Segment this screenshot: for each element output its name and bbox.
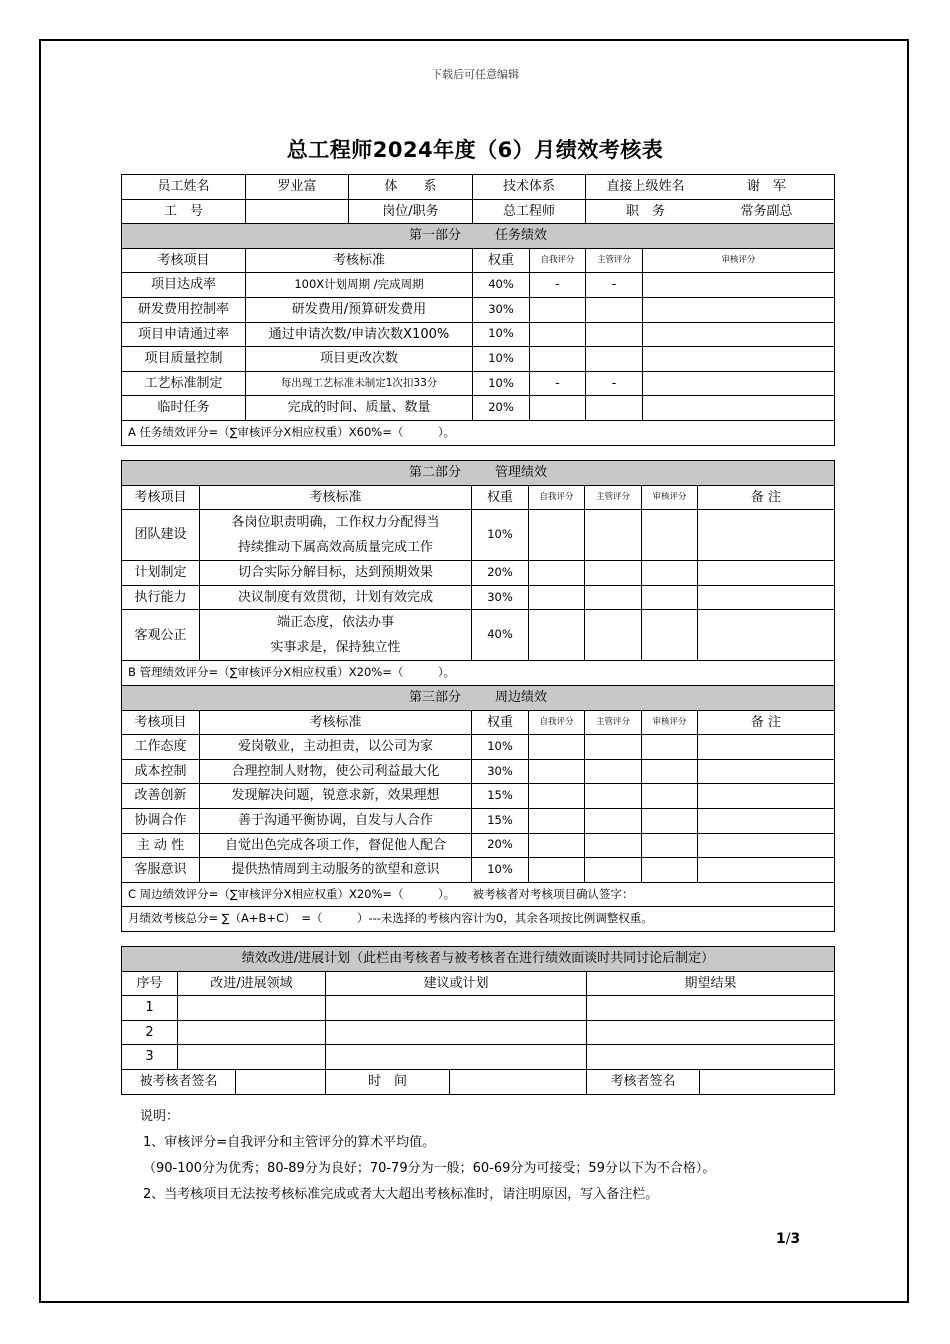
table-cell bbox=[178, 1020, 326, 1045]
table-cell bbox=[642, 510, 698, 561]
table-row bbox=[122, 1045, 835, 1070]
table-cell: 30% bbox=[472, 759, 529, 784]
table-cell bbox=[585, 561, 642, 586]
table-cell: 10% bbox=[472, 510, 529, 561]
table-cell bbox=[326, 996, 587, 1021]
table-cell bbox=[587, 1045, 835, 1070]
table-cell: 客服意识 bbox=[122, 858, 200, 883]
table-cell: 工作态度 bbox=[122, 735, 200, 760]
table-cell: 项目申请通过率 bbox=[122, 322, 246, 347]
table-row bbox=[122, 347, 835, 372]
table-cell: 自觉出色完成各项工作，督促他人配合 bbox=[200, 833, 472, 858]
table-cell: 体 系 bbox=[349, 175, 473, 200]
part1-formula-row bbox=[122, 420, 835, 445]
table-cell: 序号 bbox=[122, 971, 178, 996]
table-cell bbox=[698, 759, 835, 784]
table-cell: - bbox=[586, 273, 643, 298]
table-row bbox=[122, 735, 835, 760]
table-cell bbox=[529, 858, 585, 883]
table-cell: 审核评分 bbox=[643, 248, 835, 273]
table-cell bbox=[326, 1045, 587, 1070]
table-cell: 职 务 常务副总 bbox=[586, 199, 835, 224]
part1-section-header bbox=[122, 224, 835, 249]
table-cell bbox=[642, 561, 698, 586]
table-cell bbox=[326, 1020, 587, 1045]
table-cell: 自我评分 bbox=[530, 248, 586, 273]
table-cell bbox=[585, 585, 642, 610]
table-row bbox=[122, 371, 835, 396]
table-cell: 善于沟通平衡协调，自发与人合作 bbox=[200, 808, 472, 833]
table-cell bbox=[698, 735, 835, 760]
table-cell bbox=[586, 396, 643, 421]
table-row bbox=[122, 322, 835, 347]
signature-row bbox=[122, 1069, 835, 1094]
header-row-1 bbox=[122, 175, 835, 200]
table-cell: 备 注 bbox=[698, 485, 835, 510]
table-cell: 完成的时间、质量、数量 bbox=[246, 396, 473, 421]
table-row bbox=[122, 297, 835, 322]
table-cell bbox=[529, 610, 585, 661]
table-cell bbox=[643, 396, 835, 421]
table-cell: 工 号 bbox=[122, 199, 246, 224]
table-cell bbox=[643, 322, 835, 347]
header-row-2 bbox=[122, 199, 835, 224]
table-cell bbox=[698, 784, 835, 809]
table-cell bbox=[643, 297, 835, 322]
table-cell: 各岗位职责明确，工作权力分配得当 持续推动下属高效高质量完成工作 bbox=[200, 510, 472, 561]
improve-section-header bbox=[122, 947, 835, 972]
table-cell: 3 bbox=[122, 1045, 178, 1070]
table-row bbox=[122, 396, 835, 421]
table-cell bbox=[246, 199, 349, 224]
task-performance-table bbox=[121, 174, 835, 446]
table-cell bbox=[642, 858, 698, 883]
table-cell: 15% bbox=[472, 808, 529, 833]
table-cell: 10% bbox=[473, 371, 530, 396]
table-cell: 主管评分 bbox=[585, 485, 642, 510]
table-row bbox=[122, 510, 835, 561]
table-cell: 主管评分 bbox=[585, 710, 642, 735]
table-cell: 通过申请次数/申请次数X100% bbox=[246, 322, 473, 347]
table-cell bbox=[530, 396, 586, 421]
table-cell bbox=[529, 561, 585, 586]
table-cell: 自我评分 bbox=[529, 485, 585, 510]
table-cell bbox=[643, 347, 835, 372]
table-cell bbox=[530, 322, 586, 347]
table-cell: 10% bbox=[472, 858, 529, 883]
table-cell: 100X计划周期 /完成周期 bbox=[246, 273, 473, 298]
table-cell bbox=[587, 1020, 835, 1045]
table-cell: 1 bbox=[122, 996, 178, 1021]
examinee-signature-label: 被考核者签名 bbox=[122, 1069, 236, 1094]
table-row bbox=[122, 833, 835, 858]
table-row bbox=[122, 585, 835, 610]
table-cell: 审核评分 bbox=[642, 710, 698, 735]
examiner-signature-label: 考核者签名 bbox=[587, 1069, 700, 1094]
table-cell bbox=[698, 833, 835, 858]
table-cell: 10% bbox=[472, 735, 529, 760]
table-cell: 成本控制 bbox=[122, 759, 200, 784]
table-cell bbox=[529, 585, 585, 610]
table-cell: 考核项目 bbox=[122, 248, 246, 273]
table-cell bbox=[643, 371, 835, 396]
table-cell: 第二部分 管理绩效 bbox=[122, 461, 835, 486]
table-cell bbox=[586, 322, 643, 347]
notes: 说明： 1、审核评分=自我评分和主管评分的算术平均值。 （90-100分为优秀；80-89分为良好；70-79分为一般；60-69分为可接受；59分以下为不合格）。 2、当考核项目无法按考核标准完成或者大大超出考核标准时，请注明原因，写入备注栏。 bbox=[140, 1109, 716, 1202]
table-cell: 审核评分 bbox=[642, 485, 698, 510]
table-cell bbox=[585, 759, 642, 784]
table-cell: 决议制度有效贯彻，计划有效完成 bbox=[200, 585, 472, 610]
table-cell: 主 动 性 bbox=[122, 833, 200, 858]
table-cell bbox=[643, 273, 835, 298]
table-cell: 计划制定 bbox=[122, 561, 200, 586]
table-cell bbox=[585, 784, 642, 809]
total-score-row bbox=[122, 907, 835, 932]
part3-section-header bbox=[122, 685, 835, 710]
table-cell bbox=[698, 510, 835, 561]
table-cell bbox=[698, 585, 835, 610]
table-cell: 改进/进展领域 bbox=[178, 971, 326, 996]
table-cell bbox=[642, 585, 698, 610]
table-cell: 项目质量控制 bbox=[122, 347, 246, 372]
table-cell bbox=[585, 610, 642, 661]
table-row bbox=[122, 996, 835, 1021]
table-cell bbox=[585, 858, 642, 883]
table-cell: 切合实际分解目标，达到预期效果 bbox=[200, 561, 472, 586]
table-cell bbox=[529, 784, 585, 809]
table-cell: 员工姓名 bbox=[122, 175, 246, 200]
table-cell bbox=[178, 1045, 326, 1070]
table-row bbox=[122, 784, 835, 809]
table-cell: C 周边绩效评分=（∑审核评分X相应权重）X20%=（ ）。 被考核者对考核项目确认签字： bbox=[122, 882, 835, 907]
table-cell: 执行能力 bbox=[122, 585, 200, 610]
table-cell: 2 bbox=[122, 1020, 178, 1045]
part2-columns bbox=[122, 485, 835, 510]
table-cell bbox=[529, 808, 585, 833]
table-row bbox=[122, 273, 835, 298]
table-row bbox=[122, 610, 835, 661]
table-cell bbox=[642, 784, 698, 809]
table-cell: 研发费用/预算研发费用 bbox=[246, 297, 473, 322]
table-cell: 10% bbox=[473, 322, 530, 347]
table-cell: 研发费用控制率 bbox=[122, 297, 246, 322]
table-cell: 团队建设 bbox=[122, 510, 200, 561]
part1-columns bbox=[122, 248, 835, 273]
table-cell: 10% bbox=[473, 347, 530, 372]
table-cell: 第三部分 周边绩效 bbox=[122, 685, 835, 710]
table-cell bbox=[529, 510, 585, 561]
table-cell: 每出现工艺标准未制定1次扣33分 bbox=[246, 371, 473, 396]
table-cell: 15% bbox=[472, 784, 529, 809]
table-cell: 考核标准 bbox=[200, 485, 472, 510]
table-row bbox=[122, 1020, 835, 1045]
table-cell bbox=[530, 297, 586, 322]
table-cell: 考核项目 bbox=[122, 710, 200, 735]
table-cell: 工艺标准制定 bbox=[122, 371, 246, 396]
table-cell bbox=[642, 759, 698, 784]
supervisor-name-cell: 直接上级姓名 谢 军 bbox=[586, 175, 835, 200]
table-cell: 主管评分 bbox=[586, 248, 643, 273]
table-cell: 30% bbox=[473, 297, 530, 322]
table-cell: 20% bbox=[472, 833, 529, 858]
examinee-signature-field[interactable] bbox=[236, 1069, 326, 1094]
table-cell bbox=[642, 610, 698, 661]
table-cell: B 管理绩效评分=（∑审核评分X相应权重）X20%=（ ）。 bbox=[122, 661, 835, 686]
table-cell bbox=[586, 347, 643, 372]
table-cell: 改善创新 bbox=[122, 784, 200, 809]
table-cell: 权重 bbox=[472, 485, 529, 510]
part2-formula-row bbox=[122, 661, 835, 686]
table-cell bbox=[587, 996, 835, 1021]
table-cell: 端正态度，依法办事 实事求是，保持独立性 bbox=[200, 610, 472, 661]
table-cell bbox=[698, 610, 835, 661]
table-cell: 考核标准 bbox=[200, 710, 472, 735]
table-cell bbox=[586, 297, 643, 322]
table-cell: 第一部分 任务绩效 bbox=[122, 224, 835, 249]
top-note: 下载后可任意编辑 bbox=[431, 68, 519, 81]
table-cell: 权重 bbox=[473, 248, 530, 273]
table-cell: 绩效改进/进展计划（此栏由考核者与被考核者在进行绩效面谈时共同讨论后制定） bbox=[122, 947, 835, 972]
table-cell: 40% bbox=[472, 610, 529, 661]
page-number: 1/3 bbox=[776, 1231, 801, 1247]
table-cell: 考核项目 bbox=[122, 485, 200, 510]
table-cell: 建议或计划 bbox=[326, 971, 587, 996]
part3-columns bbox=[122, 710, 835, 735]
table-cell: 权重 bbox=[472, 710, 529, 735]
table-cell: 月绩效考核总分= ∑（A+B+C） =（ ）---未选择的考核内容计为0，其余各项按比例调整权重。 bbox=[122, 907, 835, 932]
table-cell: 客观公正 bbox=[122, 610, 200, 661]
table-cell: 项目更改次数 bbox=[246, 347, 473, 372]
table-cell: 备 注 bbox=[698, 710, 835, 735]
examiner-signature-field[interactable] bbox=[700, 1069, 835, 1094]
improvement-plan-table bbox=[121, 946, 835, 1095]
table-cell bbox=[698, 858, 835, 883]
table-cell bbox=[178, 996, 326, 1021]
table-cell bbox=[530, 347, 586, 372]
table-cell: 30% bbox=[472, 585, 529, 610]
table-cell: - bbox=[530, 273, 586, 298]
table-row bbox=[122, 561, 835, 586]
table-cell: - bbox=[586, 371, 643, 396]
table-cell bbox=[585, 808, 642, 833]
table-cell: 考核标准 bbox=[246, 248, 473, 273]
table-cell: 协调合作 bbox=[122, 808, 200, 833]
table-cell bbox=[585, 735, 642, 760]
page-title: 总工程师2024年度（6）月绩效考核表 bbox=[286, 138, 664, 162]
table-cell: 爱岗敬业，主动担责，以公司为家 bbox=[200, 735, 472, 760]
table-cell: A 任务绩效评分=（∑审核评分X相应权重）X60%=（ ）。 bbox=[122, 420, 835, 445]
table-cell bbox=[642, 833, 698, 858]
table-cell bbox=[642, 735, 698, 760]
table-row bbox=[122, 759, 835, 784]
table-cell: 20% bbox=[473, 396, 530, 421]
table-cell bbox=[529, 735, 585, 760]
table-cell bbox=[698, 561, 835, 586]
table-cell: 自我评分 bbox=[529, 710, 585, 735]
time-field[interactable] bbox=[450, 1069, 587, 1094]
table-cell bbox=[529, 833, 585, 858]
part3-formula-row bbox=[122, 882, 835, 907]
table-cell: 提供热情周到主动服务的欲望和意识 bbox=[200, 858, 472, 883]
improve-columns bbox=[122, 971, 835, 996]
table-cell: 罗业富 bbox=[246, 175, 349, 200]
part2-section-header bbox=[122, 461, 835, 486]
table-cell bbox=[585, 833, 642, 858]
table-cell: 合理控制人财物，使公司利益最大化 bbox=[200, 759, 472, 784]
table-row bbox=[122, 858, 835, 883]
management-performance-table bbox=[121, 460, 835, 932]
table-cell: 40% bbox=[473, 273, 530, 298]
table-cell: 项目达成率 bbox=[122, 273, 246, 298]
time-label: 时 间 bbox=[326, 1069, 450, 1094]
table-cell: 发现解决问题，锐意求新，效果理想 bbox=[200, 784, 472, 809]
table-cell: 岗位/职务 bbox=[349, 199, 473, 224]
table-cell: 临时任务 bbox=[122, 396, 246, 421]
table-cell: 总工程师 bbox=[473, 199, 586, 224]
table-row bbox=[122, 808, 835, 833]
table-cell bbox=[529, 759, 585, 784]
table-cell bbox=[698, 808, 835, 833]
table-cell: 期望结果 bbox=[587, 971, 835, 996]
table-cell bbox=[585, 510, 642, 561]
table-cell: 技术体系 bbox=[473, 175, 586, 200]
table-cell: - bbox=[530, 371, 586, 396]
table-cell bbox=[642, 808, 698, 833]
table-cell: 20% bbox=[472, 561, 529, 586]
